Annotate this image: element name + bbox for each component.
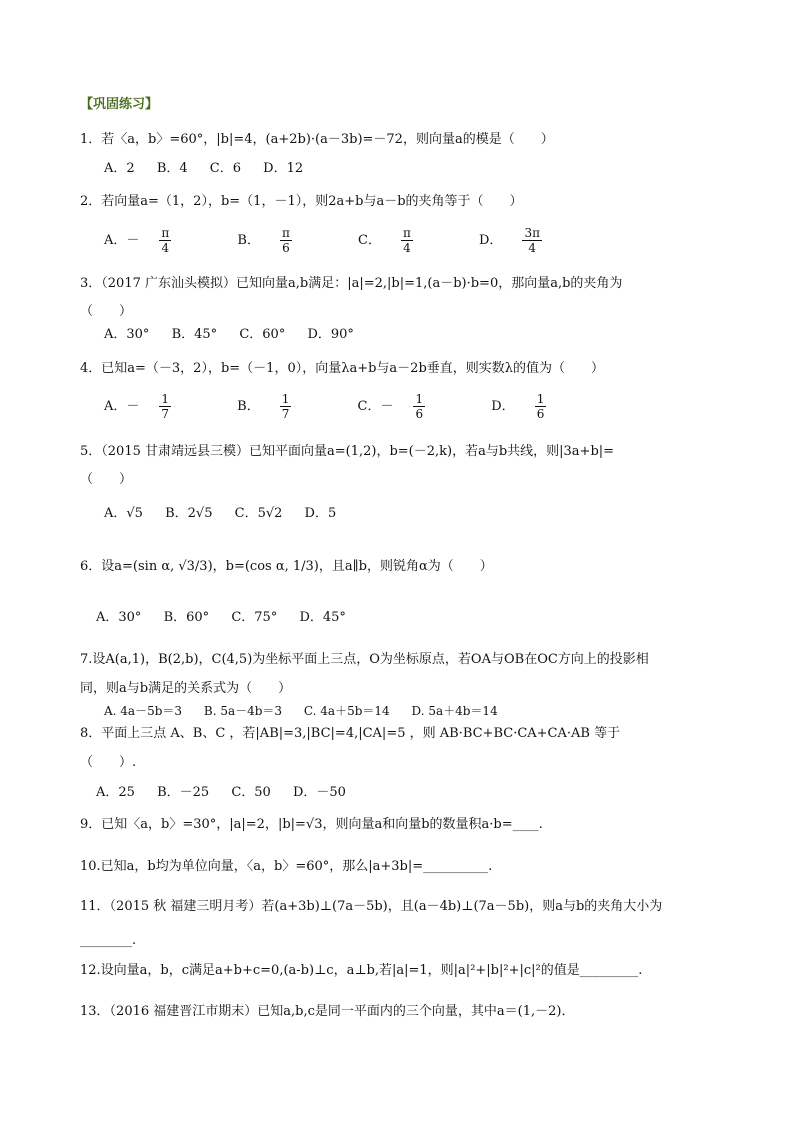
option-b: B．60° [163, 610, 210, 625]
option-a: A．－ $\frac{1}{7}$ [104, 392, 170, 421]
option-c: C． $\frac{\pi}{4}$ [358, 226, 411, 255]
option-c: C．6 [209, 161, 241, 176]
option-a: A．2 [104, 161, 135, 176]
option-d: D．12 [263, 161, 304, 176]
question-5-blank: （ ） [80, 472, 133, 487]
question-2-options [104, 222, 604, 260]
option-c: C．60° [239, 327, 286, 342]
question-12: 12.设向量a，b，c满足a+b+c=0,(a-b)⊥c，a⊥b,若|a|=1，则|a|²+|b|²+|c|²的值是_________. [80, 963, 643, 978]
question-4-stem: 4．已知a=（－3，2），b=（－1，0），向量λa+b与a－2b垂直，则实数λ的值为（ ） [80, 361, 604, 376]
option-a: A．25 [96, 785, 135, 800]
option-c: C．5√2 [234, 506, 283, 521]
option-c: C. 4a＋5b＝14 [303, 704, 390, 718]
option-d: D． $\frac{1}{6}$ [491, 392, 545, 421]
question-5-options [104, 505, 354, 523]
option-b: B．2√5 [165, 506, 213, 521]
option-d: D. 5a＋4b＝14 [411, 704, 498, 718]
option-b: B．45° [171, 327, 218, 342]
option-b: B． $\frac{1}{7}$ [237, 392, 290, 421]
question-3-blank: （ ） [80, 304, 133, 319]
option-b: B. 5a－4b＝3 [203, 704, 283, 718]
option-c: C．75° [231, 610, 278, 625]
option-a: A. 4a－5b＝3 [104, 704, 183, 718]
question-11-stem: 11．（2015 秋 福建三明月考）若(a+3b)⊥(7a－5b)，且(a－4b)⊥(7a－5b)，则a与b的夹角大小为 [80, 899, 663, 914]
question-6-options [96, 609, 364, 627]
option-b: B．4 [156, 161, 188, 176]
question-4-options [104, 388, 608, 426]
option-a: A．30° [104, 327, 150, 342]
question-5-stem: 5．（2015 甘肃靖远县三模）已知平面向量a=(1,2)，b=(－2,k)，若a与b共线，则|3a+b|= [80, 444, 615, 459]
question-3-stem: 3．（2017 广东汕头模拟）已知向量a,b满足：|a|=2,|b|=1,(a－b)·b=0，那向量a,b的夹角为 [80, 276, 623, 291]
option-d: D．90° [307, 327, 354, 342]
option-d: D．45° [299, 610, 346, 625]
question-1-options [104, 160, 321, 178]
option-c: C．－ $\frac{1}{6}$ [357, 392, 424, 421]
question-10: 10.已知a，b均为单位向量，〈a，b〉=60°，那么|a+3b|=__________. [80, 859, 493, 874]
question-7-stem: 7.设A(a,1)，B(2,b)，C(4,5)为坐标平面上三点，O为坐标原点，若OA与OB在OC方向上的投影相 [80, 652, 649, 667]
question-8-options [96, 784, 364, 802]
option-a: A．30° [96, 610, 142, 625]
option-d: D．－50 [292, 785, 346, 800]
option-a: A．√5 [104, 506, 143, 521]
question-7-options [104, 702, 516, 720]
option-d: D．5 [304, 506, 337, 521]
option-b: B． $\frac{\pi}{6}$ [237, 226, 290, 255]
option-c: C．50 [231, 785, 271, 800]
question-8-blank: （ ）. [80, 755, 137, 770]
question-9: 9．已知〈a，b〉=30°，|a|=2，|b|=√3，则向量a和向量b的数量积a·b=____. [80, 817, 543, 832]
section-title: 【巩固练习】 [80, 97, 159, 112]
question-11-blank: ________. [80, 933, 137, 948]
question-6-stem: 6．设a=(sin α, √3/3)，b=(cos α, 1/3)，且a∥b，则锐角α为（ ） [80, 559, 493, 574]
question-13: 13．（2016 福建晋江市期末）已知a,b,c是同一平面内的三个向量，其中a＝(1,－2)． [80, 1004, 575, 1019]
question-3-options [104, 326, 372, 344]
question-1-stem: 1．若〈a，b〉=60°，|b|=4，(a+2b)·(a－3b)=－72，则向量a的模是（ ） [80, 132, 554, 147]
option-b: B．－25 [157, 785, 210, 800]
question-2-stem: 2．若向量a=（1，2），b=（1，－1），则2a+b与a－b的夹角等于（ ） [80, 194, 523, 209]
question-8-stem: 8．平面上三点 A、B、C ，若|AB|=3,|BC|=4,|CA|=5 ，则 AB·BC+BC·CA+CA·AB 等于 [80, 726, 621, 741]
question-7-stem-cont: 同，则a与b满足的关系式为（ ） [80, 681, 292, 696]
option-a: A．－ $\frac{\pi}{4}$ [104, 226, 170, 255]
option-d: D． $\frac{3\pi}{4}$ [479, 226, 540, 255]
